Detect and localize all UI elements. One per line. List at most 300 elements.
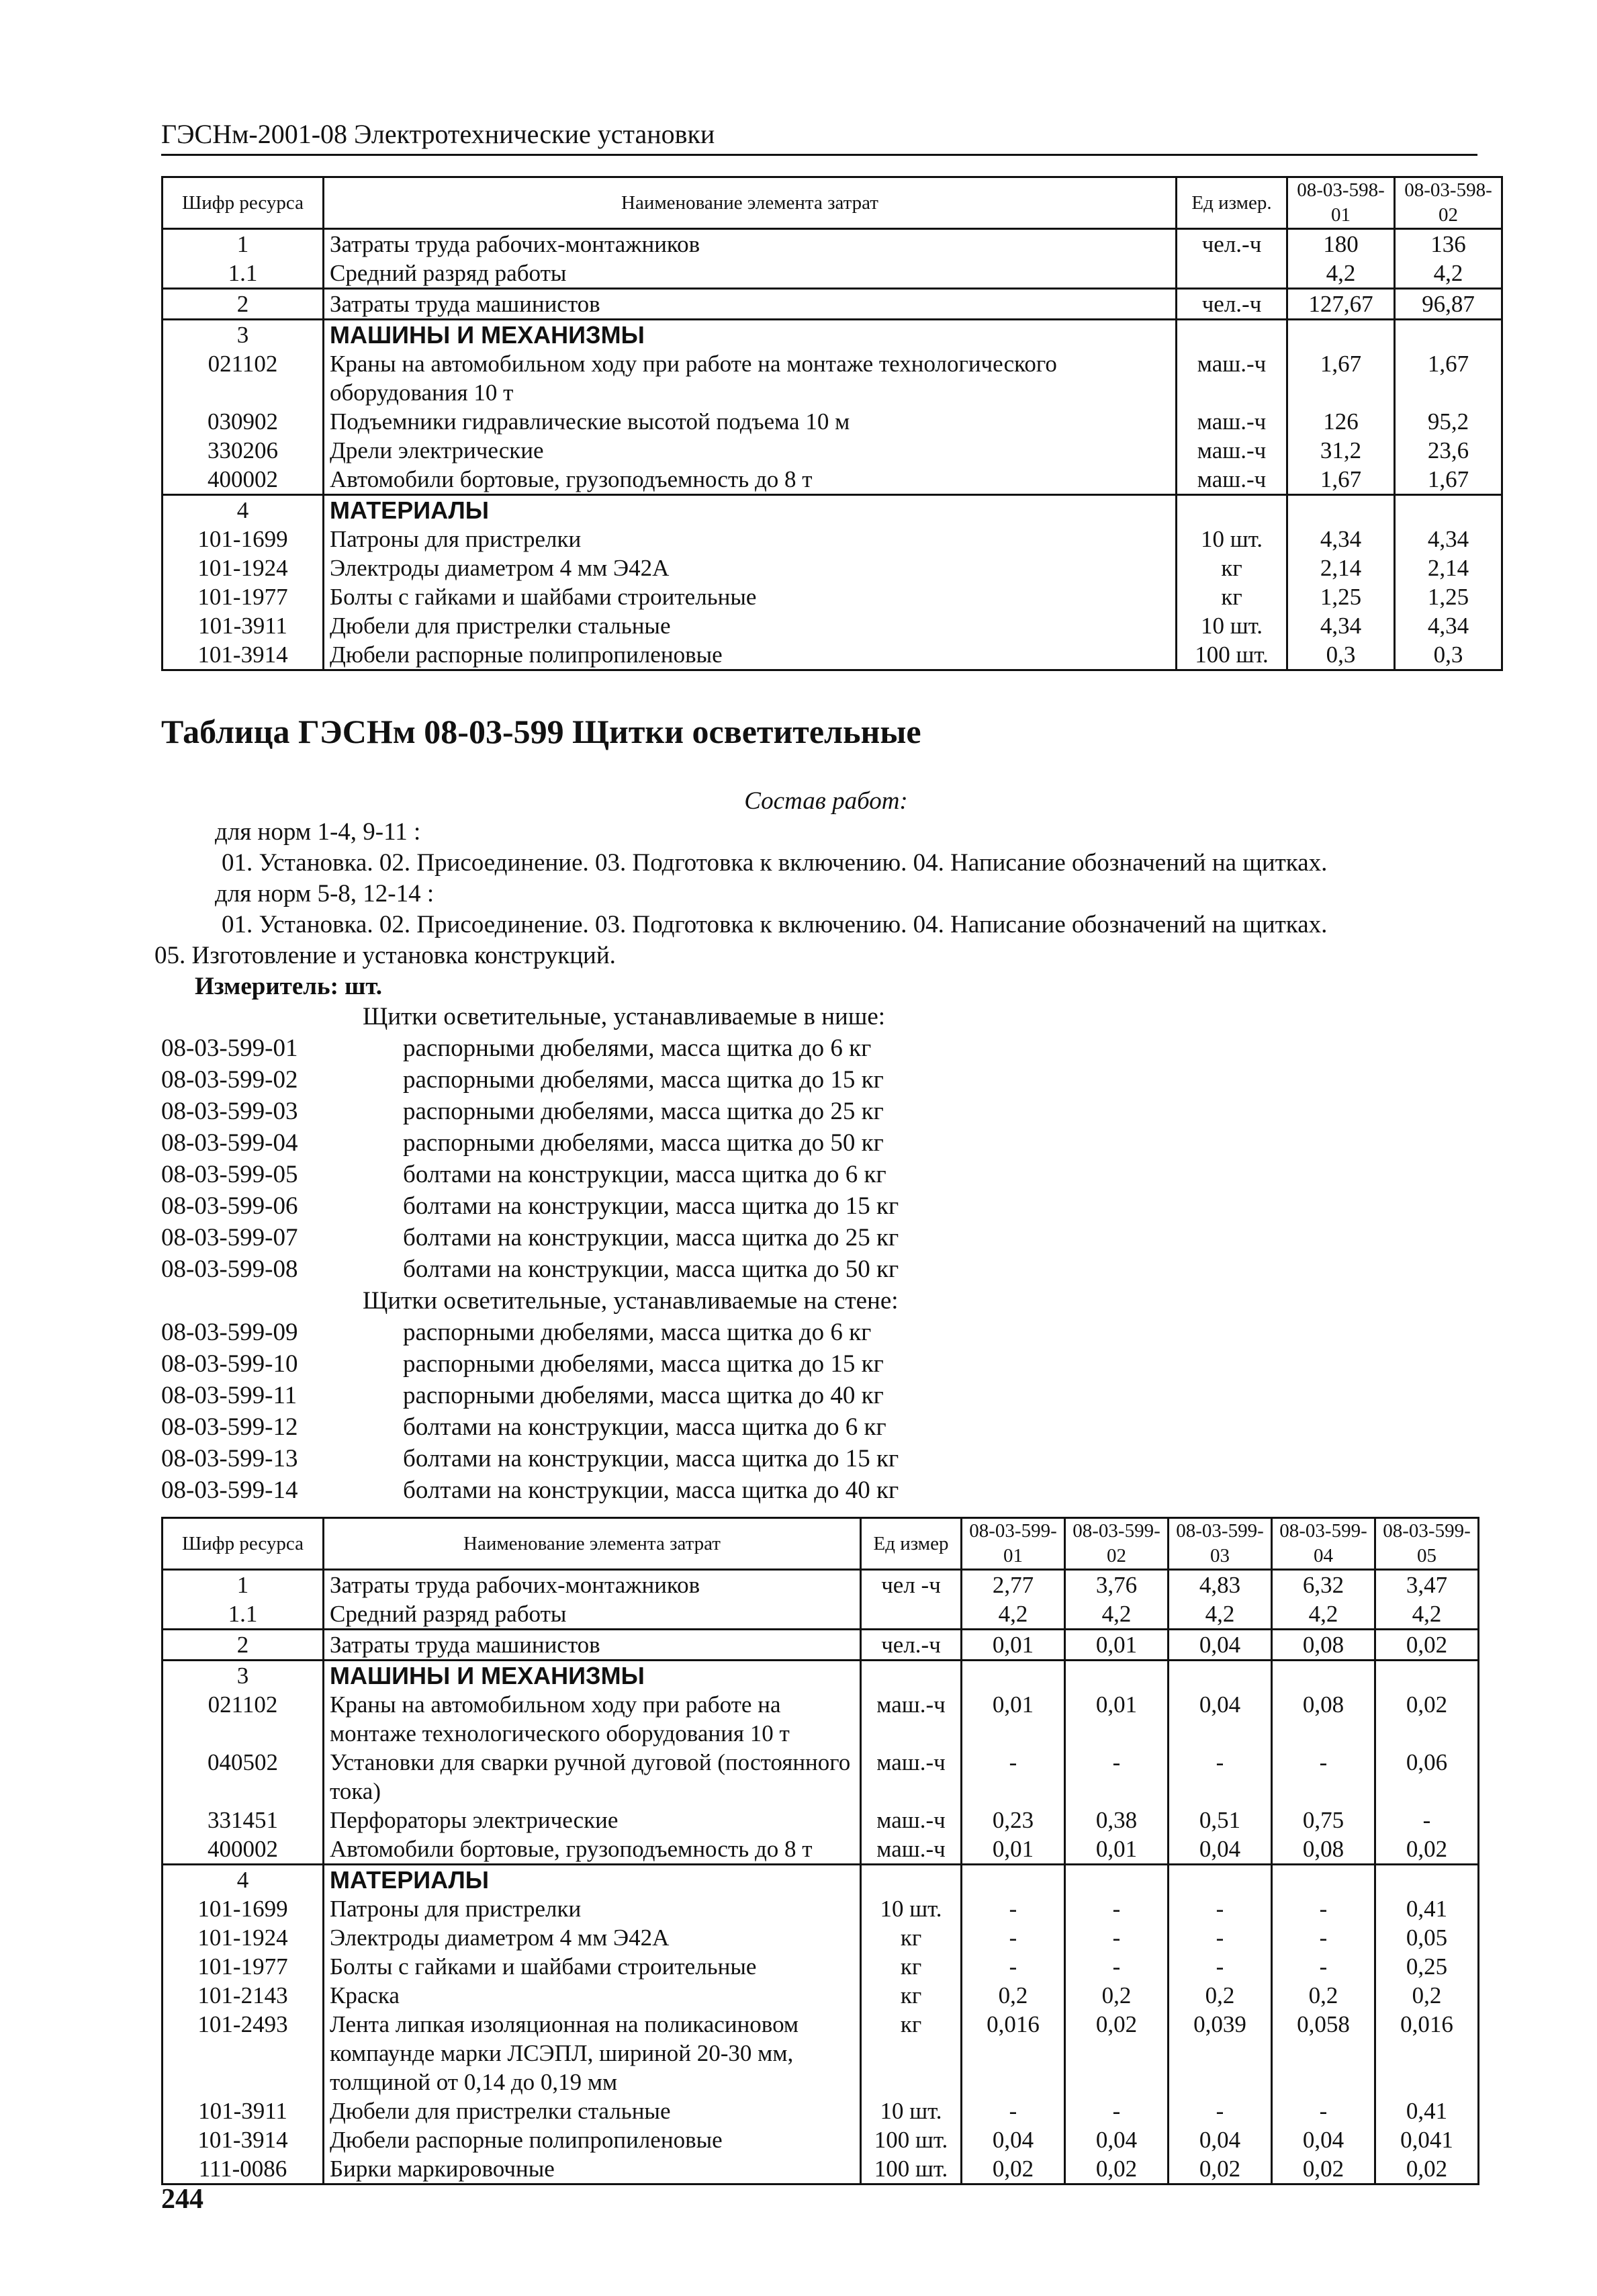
resource-code: 2	[163, 289, 324, 320]
norm-description: распорными дюбелями, масса щитка до 6 кг	[403, 1319, 872, 1346]
unit-cell: 10 шт.	[1177, 525, 1287, 554]
value-cell: 95,2	[1395, 407, 1502, 436]
unit-cell: 10 шт.	[861, 2096, 962, 2125]
table-row	[163, 2154, 1479, 2184]
norm-code: 08-03-599-11	[161, 1382, 298, 1409]
resource-code: 021102	[208, 351, 278, 377]
value-cell: 0,039	[1169, 2010, 1272, 2096]
value-cell: 0,2	[962, 1981, 1065, 2010]
value-cell	[1287, 320, 1395, 350]
value-cell	[1065, 1865, 1169, 1895]
value-cell: -	[1065, 1923, 1169, 1952]
resource-table-598	[161, 176, 1503, 671]
value-cell: 0,3	[1287, 640, 1395, 670]
value-cell	[1375, 1661, 1479, 1691]
value-cell: 126	[1287, 407, 1395, 436]
value-cell: 136	[1395, 229, 1502, 259]
cost-element-name: Средний разряд работы	[324, 1599, 861, 1630]
value-cell: -	[1065, 1748, 1169, 1806]
norm-item	[161, 1127, 1477, 1159]
value-cell: -	[1375, 1806, 1479, 1835]
unit-cell: кг	[861, 1923, 962, 1952]
unit-cell: маш.-ч	[1177, 436, 1287, 465]
value-cell	[1272, 1865, 1375, 1895]
cost-element-name: Автомобили бортовые, грузоподъемность до 8 т	[324, 465, 1177, 495]
column-header: Ед измер	[861, 1518, 962, 1570]
value-cell: 0,01	[962, 1690, 1065, 1748]
cost-element-name: Патроны для пристрелки	[324, 525, 1177, 554]
norm-item	[161, 1348, 1477, 1380]
column-header: 08-03-599-04	[1272, 1518, 1375, 1570]
resource-code: 1.1	[228, 1601, 258, 1627]
value-cell: 0,01	[962, 1630, 1065, 1661]
unit-cell: кг	[861, 1952, 962, 1981]
norms-range-b: для норм 5-8, 12-14 :	[215, 880, 435, 908]
unit-cell: 10 шт.	[861, 1894, 962, 1923]
unit-cell	[1177, 495, 1287, 525]
table-row	[163, 1835, 1479, 1865]
resource-code: 101-1699	[197, 526, 288, 552]
norms-range-a: для норм 1-4, 9-11 :	[215, 818, 421, 846]
cost-element-name: Лента липкая изоляционная на поликасиновом компаунде марки ЛСЭПЛ, шириной 20-30 мм, толщиной от 0,14 до 0,19 мм	[324, 2010, 861, 2096]
value-cell: -	[1272, 1952, 1375, 1981]
value-cell: 4,34	[1287, 525, 1395, 554]
value-cell: -	[1272, 2096, 1375, 2125]
column-header: 08-03-599-01	[962, 1518, 1065, 1570]
resource-code: 1	[163, 229, 324, 259]
page-number: 244	[161, 2184, 203, 2215]
cost-element-name: МАТЕРИАЛЫ	[324, 495, 1177, 525]
norm-code: 08-03-599-10	[161, 1350, 298, 1378]
value-cell: 23,6	[1395, 436, 1502, 465]
value-cell: 1,25	[1287, 582, 1395, 611]
value-cell: 0,41	[1375, 1894, 1479, 1923]
value-cell	[1395, 495, 1502, 525]
norm-description: распорными дюбелями, масса щитка до 25 кг	[403, 1098, 884, 1125]
value-cell: 0,04	[1272, 2125, 1375, 2154]
composition-text-b1: 01. Установка. 02. Присоединение. 03. Подготовка к включению. 04. Написание обозначений на щитках.	[222, 911, 1328, 938]
table-row	[163, 2010, 1479, 2096]
value-cell: 0,06	[1375, 1748, 1479, 1806]
value-cell: 0,016	[1375, 2010, 1479, 2096]
norm-group-heading: Щитки осветительные, устанавливаемые на стене:	[363, 1287, 899, 1315]
norm-description: распорными дюбелями, масса щитка до 40 кг	[403, 1382, 884, 1409]
table-row	[163, 1630, 1479, 1661]
norm-item	[161, 1159, 1477, 1190]
table-row	[163, 495, 1502, 525]
value-cell	[1169, 1865, 1272, 1895]
work-composition	[154, 786, 1498, 1002]
column-header: Шифр ресурса	[163, 1518, 324, 1570]
column-header: 08-03-598-02	[1395, 177, 1502, 229]
value-cell: -	[1169, 1923, 1272, 1952]
cost-element-name: Болты с гайками и шайбами строительные	[324, 1952, 861, 1981]
value-cell: 0,02	[1375, 1835, 1479, 1865]
unit-cell: маш.-ч	[1177, 465, 1287, 495]
resource-code: 101-3911	[198, 2098, 287, 2124]
norm-code: 08-03-599-09	[161, 1319, 298, 1346]
cost-element-name: Краска	[324, 1981, 861, 2010]
norm-code: 08-03-599-02	[161, 1066, 298, 1094]
norm-description: распорными дюбелями, масса щитка до 6 кг	[403, 1034, 872, 1062]
value-cell: 0,04	[1169, 1835, 1272, 1865]
cost-element-name: Бирки маркировочные	[324, 2154, 861, 2184]
value-cell: 0,04	[962, 2125, 1065, 2154]
unit-cell: чел.-ч	[861, 1630, 962, 1661]
resource-code: 4	[163, 1865, 324, 1895]
measure-unit: Измеритель: шт.	[195, 973, 383, 1000]
value-cell: -	[962, 1923, 1065, 1952]
unit-cell	[861, 1599, 962, 1630]
value-cell: -	[962, 2096, 1065, 2125]
column-header: 08-03-598-01	[1287, 177, 1395, 229]
cost-element-name: Дюбели для пристрелки стальные	[324, 2096, 861, 2125]
resource-code: 101-1924	[197, 555, 288, 581]
table-row	[163, 1981, 1479, 2010]
value-cell: -	[1169, 1894, 1272, 1923]
table-row	[163, 1806, 1479, 1835]
column-header: 08-03-599-02	[1065, 1518, 1169, 1570]
table-row	[163, 436, 1502, 465]
unit-cell: 10 шт.	[1177, 611, 1287, 640]
table-row	[163, 1923, 1479, 1952]
norm-description: болтами на конструкции, масса щитка до 6 кг	[403, 1161, 886, 1188]
table-row	[163, 1570, 1479, 1600]
value-cell: 0,02	[1065, 2154, 1169, 2184]
resource-code: 101-3911	[198, 613, 287, 639]
resource-code: 1	[163, 1570, 324, 1600]
value-cell: 4,83	[1169, 1570, 1272, 1600]
value-cell: 0,38	[1065, 1806, 1169, 1835]
norm-item	[161, 1317, 1477, 1348]
value-cell: 0,02	[1065, 2010, 1169, 2096]
value-cell: 0,75	[1272, 1806, 1375, 1835]
value-cell: 4,34	[1395, 611, 1502, 640]
resource-code: 331451	[208, 1807, 278, 1833]
unit-cell: кг	[1177, 554, 1287, 582]
value-cell: 0,041	[1375, 2125, 1479, 2154]
value-cell: 0,04	[1169, 2125, 1272, 2154]
resource-code: 030902	[208, 408, 278, 435]
value-cell: -	[962, 1952, 1065, 1981]
column-header: Наименование элемента затрат	[324, 177, 1177, 229]
norm-description: болтами на конструкции, масса щитка до 6 кг	[403, 1413, 886, 1441]
cost-element-name: МАТЕРИАЛЫ	[324, 1865, 861, 1895]
unit-cell: маш.-ч	[861, 1806, 962, 1835]
resource-code: 400002	[208, 466, 278, 492]
value-cell: 1,25	[1395, 582, 1502, 611]
value-cell: 127,67	[1287, 289, 1395, 320]
resource-code: 101-2493	[197, 2011, 288, 2037]
norm-item	[161, 1032, 1477, 1064]
norm-item	[161, 1411, 1477, 1443]
cost-element-name: Электроды диаметром 4 мм Э42А	[324, 554, 1177, 582]
table-row	[163, 582, 1502, 611]
norm-group-heading: Щитки осветительные, устанавливаемые в нише:	[363, 1003, 886, 1030]
cost-element-name: Средний разряд работы	[324, 259, 1177, 289]
value-cell: 0,2	[1065, 1981, 1169, 2010]
value-cell	[1375, 1865, 1479, 1895]
value-cell: 0,01	[1065, 1630, 1169, 1661]
norm-description: болтами на конструкции, масса щитка до 15 кг	[403, 1445, 899, 1472]
value-cell: 96,87	[1395, 289, 1502, 320]
resource-code: 330206	[208, 437, 278, 463]
table-row	[163, 2096, 1479, 2125]
value-cell: 0,016	[962, 2010, 1065, 2096]
value-cell: 4,2	[962, 1599, 1065, 1630]
value-cell: 3,47	[1375, 1570, 1479, 1600]
value-cell: 0,04	[1065, 2125, 1169, 2154]
cost-element-name: Подъемники гидравлические высотой подъема 10 м	[324, 407, 1177, 436]
cost-element-name: Перфораторы электрические	[324, 1806, 861, 1835]
value-cell: 2,14	[1395, 554, 1502, 582]
resource-code: 101-3914	[197, 2127, 288, 2153]
value-cell: 0,01	[1065, 1690, 1169, 1748]
unit-cell: чел.-ч	[1177, 289, 1287, 320]
unit-cell: 100 шт.	[1177, 640, 1287, 670]
table-title: Таблица ГЭСНм 08-03-599 Щитки осветительные	[161, 713, 921, 750]
norm-item	[161, 1443, 1477, 1474]
resource-code: 400002	[208, 1836, 278, 1862]
unit-cell: кг	[861, 2010, 962, 2096]
value-cell: 0,05	[1375, 1923, 1479, 1952]
value-cell: -	[1272, 1748, 1375, 1806]
cost-element-name: Дюбели распорные полипропиленовые	[324, 640, 1177, 670]
value-cell: 31,2	[1287, 436, 1395, 465]
table-row	[163, 554, 1502, 582]
cost-element-name: МАШИНЫ И МЕХАНИЗМЫ	[324, 1661, 861, 1691]
unit-cell: чел.-ч	[1177, 229, 1287, 259]
table-row	[163, 640, 1502, 670]
column-header: Наименование элемента затрат	[324, 1518, 861, 1570]
value-cell: 0,02	[1375, 2154, 1479, 2184]
value-cell: -	[1169, 1748, 1272, 1806]
value-cell: 0,51	[1169, 1806, 1272, 1835]
composition-text-a: 01. Установка. 02. Присоединение. 03. Подготовка к включению. 04. Написание обозначений на щитках.	[222, 849, 1328, 877]
value-cell: 4,2	[1169, 1599, 1272, 1630]
norm-code: 08-03-599-13	[161, 1445, 298, 1472]
value-cell: 3,76	[1065, 1570, 1169, 1600]
value-cell: 1,67	[1395, 465, 1502, 495]
norm-code: 08-03-599-04	[161, 1129, 298, 1157]
value-cell: -	[1169, 1952, 1272, 1981]
value-cell: 0,02	[962, 2154, 1065, 2184]
column-header: Ед измер.	[1177, 177, 1287, 229]
unit-cell: маш.-ч	[861, 1835, 962, 1865]
norm-code: 08-03-599-14	[161, 1476, 298, 1504]
table-row	[163, 611, 1502, 640]
norm-item	[161, 1190, 1477, 1222]
value-cell	[1395, 320, 1502, 350]
value-cell: 2,77	[962, 1570, 1065, 1600]
resource-code: 3	[163, 320, 324, 350]
unit-cell	[1177, 320, 1287, 350]
resource-code: 3	[163, 1661, 324, 1691]
cost-element-name: Дюбели для пристрелки стальные	[324, 611, 1177, 640]
value-cell: 0,2	[1169, 1981, 1272, 2010]
norm-code: 08-03-599-05	[161, 1161, 298, 1188]
table-row	[163, 349, 1502, 407]
value-cell: -	[1065, 1894, 1169, 1923]
table-row	[163, 1748, 1479, 1806]
value-cell: 4,2	[1065, 1599, 1169, 1630]
table-row	[163, 320, 1502, 350]
value-cell	[1272, 1661, 1375, 1691]
cost-element-name: Краны на автомобильном ходу при работе на монтаже технологического оборудования 10 т	[324, 1690, 861, 1748]
value-cell: -	[1065, 2096, 1169, 2125]
unit-cell: маш.-ч	[861, 1690, 962, 1748]
resource-code: 101-1977	[197, 1953, 288, 1980]
value-cell	[1169, 1661, 1272, 1691]
resource-code: 101-1699	[197, 1896, 288, 1922]
cost-element-name: Болты с гайками и шайбами строительные	[324, 582, 1177, 611]
value-cell: 0,02	[1375, 1690, 1479, 1748]
table-row	[163, 465, 1502, 495]
resource-table-599	[161, 1517, 1479, 2185]
value-cell: 4,34	[1395, 525, 1502, 554]
norm-code: 08-03-599-07	[161, 1224, 298, 1251]
value-cell: 0,25	[1375, 1952, 1479, 1981]
table-row	[163, 407, 1502, 436]
norm-item	[161, 1474, 1477, 1506]
value-cell: 0,01	[962, 1835, 1065, 1865]
norm-description: распорными дюбелями, масса щитка до 15 кг	[403, 1350, 884, 1378]
cost-element-name: Дюбели распорные полипропиленовые	[324, 2125, 861, 2154]
value-cell: 180	[1287, 229, 1395, 259]
norms-list	[161, 1001, 1477, 1506]
cost-element-name: Патроны для пристрелки	[324, 1894, 861, 1923]
resource-code: 4	[163, 495, 324, 525]
norm-code: 08-03-599-12	[161, 1413, 298, 1441]
value-cell: 0,02	[1169, 2154, 1272, 2184]
unit-cell: кг	[861, 1981, 962, 2010]
resource-code: 101-1977	[197, 584, 288, 610]
value-cell: 0,058	[1272, 2010, 1375, 2096]
norm-description: болтами на конструкции, масса щитка до 50 кг	[403, 1255, 899, 1283]
norm-item	[161, 1222, 1477, 1253]
resource-code: 111-0086	[198, 2156, 287, 2182]
value-cell: 0,02	[1375, 1630, 1479, 1661]
resource-code: 101-2143	[197, 1982, 288, 2008]
cost-element-name: Краны на автомобильном ходу при работе на монтаже технологического оборудования 10 т	[324, 349, 1177, 407]
column-header: 08-03-599-05	[1375, 1518, 1479, 1570]
norm-item	[161, 1253, 1477, 1285]
value-cell: 1,67	[1395, 349, 1502, 407]
value-cell: 4,2	[1395, 259, 1502, 289]
cost-element-name: Автомобили бортовые, грузоподъемность до 8 т	[324, 1835, 861, 1865]
running-header: ГЭСНм-2001-08 Электротехнические установки	[161, 118, 1477, 156]
value-cell	[1287, 495, 1395, 525]
resource-code: 1.1	[228, 260, 258, 286]
value-cell: 0,3	[1395, 640, 1502, 670]
table-row	[163, 229, 1502, 259]
value-cell: -	[1169, 2096, 1272, 2125]
value-cell: 0,2	[1272, 1981, 1375, 2010]
cost-element-name: Затраты труда машинистов	[324, 289, 1177, 320]
value-cell: 6,32	[1272, 1570, 1375, 1600]
value-cell	[962, 1865, 1065, 1895]
table-row	[163, 259, 1502, 289]
norm-description: болтами на конструкции, масса щитка до 40 кг	[403, 1476, 899, 1504]
value-cell: 1,67	[1287, 349, 1395, 407]
unit-cell: 100 шт.	[861, 2154, 962, 2184]
value-cell	[962, 1661, 1065, 1691]
value-cell: 2,14	[1287, 554, 1395, 582]
cost-element-name: Установки для сварки ручной дуговой (постоянного тока)	[324, 1748, 861, 1806]
unit-cell	[861, 1661, 962, 1691]
value-cell: -	[1272, 1923, 1375, 1952]
cost-element-name: Затраты труда рабочих-монтажников	[324, 1570, 861, 1600]
unit-cell	[1177, 259, 1287, 289]
value-cell	[1065, 1661, 1169, 1691]
table-row	[163, 2125, 1479, 2154]
table-row	[163, 1952, 1479, 1981]
value-cell: -	[962, 1894, 1065, 1923]
value-cell: 0,23	[962, 1806, 1065, 1835]
cost-element-name: Дрели электрические	[324, 436, 1177, 465]
value-cell: 0,04	[1169, 1630, 1272, 1661]
cost-element-name: Затраты труда рабочих-монтажников	[324, 229, 1177, 259]
value-cell: 0,08	[1272, 1835, 1375, 1865]
column-header: Шифр ресурса	[163, 177, 324, 229]
value-cell: 0,41	[1375, 2096, 1479, 2125]
resource-code: 040502	[208, 1749, 278, 1775]
value-cell: 0,02	[1272, 2154, 1375, 2184]
value-cell: -	[1272, 1894, 1375, 1923]
norm-description: болтами на конструкции, масса щитка до 15 кг	[403, 1192, 899, 1220]
resource-code: 101-1924	[197, 1925, 288, 1951]
value-cell: 0,2	[1375, 1981, 1479, 2010]
table-row	[163, 525, 1502, 554]
table-row	[163, 1661, 1479, 1691]
norm-description: болтами на конструкции, масса щитка до 25 кг	[403, 1224, 899, 1251]
resource-code: 2	[163, 1630, 324, 1661]
resource-code: 021102	[208, 1691, 278, 1718]
table-row	[163, 1894, 1479, 1923]
cost-element-name: Затраты труда машинистов	[324, 1630, 861, 1661]
unit-cell: маш.-ч	[1177, 349, 1287, 407]
unit-cell: 100 шт.	[861, 2125, 962, 2154]
norm-item	[161, 1380, 1477, 1411]
norm-code: 08-03-599-06	[161, 1192, 298, 1220]
value-cell: 4,34	[1287, 611, 1395, 640]
table-row	[163, 1865, 1479, 1895]
unit-cell: маш.-ч	[861, 1748, 962, 1806]
unit-cell	[861, 1865, 962, 1895]
cost-element-name: Электроды диаметром 4 мм Э42А	[324, 1923, 861, 1952]
cost-element-name: МАШИНЫ И МЕХАНИЗМЫ	[324, 320, 1177, 350]
unit-cell: маш.-ч	[1177, 407, 1287, 436]
value-cell: 0,08	[1272, 1630, 1375, 1661]
value-cell: -	[962, 1748, 1065, 1806]
composition-text-b2: 05. Изготовление и установка конструкций.	[154, 942, 616, 969]
norm-item	[161, 1064, 1477, 1096]
norm-description: распорными дюбелями, масса щитка до 15 кг	[403, 1066, 884, 1094]
norm-description: распорными дюбелями, масса щитка до 50 кг	[403, 1129, 884, 1157]
value-cell: 4,2	[1375, 1599, 1479, 1630]
resource-code: 101-3914	[197, 642, 288, 668]
norm-item	[161, 1096, 1477, 1127]
value-cell: 0,08	[1272, 1690, 1375, 1748]
unit-cell: чел -ч	[861, 1570, 962, 1600]
norm-code: 08-03-599-08	[161, 1255, 298, 1283]
table-row	[163, 1599, 1479, 1630]
value-cell: 0,01	[1065, 1835, 1169, 1865]
norm-code: 08-03-599-03	[161, 1098, 298, 1125]
table-row	[163, 289, 1502, 320]
table-row	[163, 1690, 1479, 1748]
value-cell: 0,04	[1169, 1690, 1272, 1748]
